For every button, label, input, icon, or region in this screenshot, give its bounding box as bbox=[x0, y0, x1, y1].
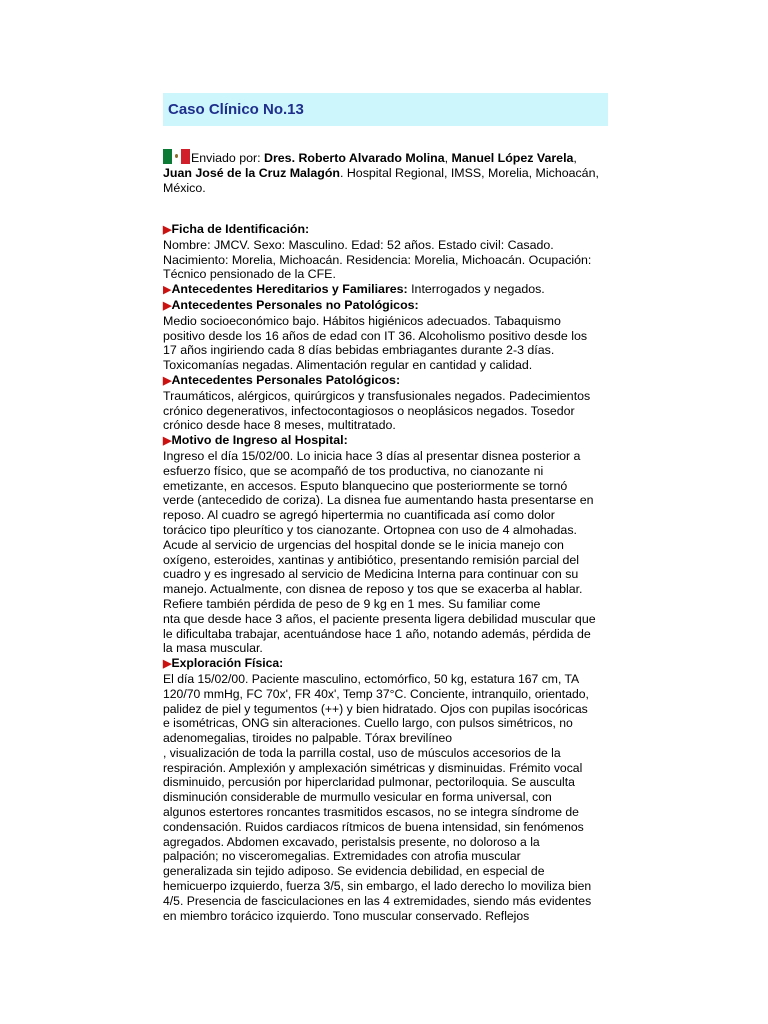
text-line: crónico degenerativos, infectocontagiosos o neoplásicos negados. Tosedor bbox=[163, 403, 575, 418]
text-line: , visualización de toda la parrilla costal, uso de músculos accesorios de la bbox=[163, 745, 561, 760]
text-line: condensación. Ruidos cardiacos rítmicos de buena intensidad, sin fenómenos bbox=[163, 819, 584, 834]
section-no-patologicos bbox=[163, 298, 608, 373]
section-patologicos bbox=[163, 373, 608, 433]
text-line: esfuerzo físico, que se acompañó de tos productiva, no cianozante ni bbox=[163, 463, 544, 478]
text-line: Toxicomanías negadas. Alimentación regular en cantidad y calidad. bbox=[163, 358, 533, 373]
section-ficha bbox=[163, 222, 608, 282]
author-2: Manuel López Varela bbox=[451, 151, 574, 165]
text-line: 17 años ingiriendo cada 8 días bebidas embriagantes durante 2-3 días. bbox=[163, 343, 555, 358]
arrow-icon: ▶ bbox=[163, 374, 172, 387]
section-heading: ▶Antecedentes Personales Patológicos: bbox=[163, 372, 401, 387]
text-line: Refiere también pérdida de peso de 9 kg en 1 mes. Su familiar come bbox=[163, 596, 541, 611]
text-line: 4/5. Presencia de fasciculaciones en las 4 extremidades, siendo más evidentes bbox=[163, 893, 592, 908]
arrow-icon: ▶ bbox=[163, 435, 172, 448]
text-line: cuadro y es ingresado al servicio de Medicina Interna para continuar con su bbox=[163, 567, 579, 582]
section-body bbox=[163, 672, 608, 924]
text-line: disminución considerable de murmullo vesicular en forma universal, con bbox=[163, 790, 552, 805]
text-line: agregados. Abdomen excavado, peristalsis presente, no doloroso a la bbox=[163, 834, 540, 849]
text-line: emetizante, en accesos. Esputo blanquecino que posteriormente se tornó bbox=[163, 478, 568, 493]
text-line: Ingreso el día 15/02/00. Lo inicia hace 3 días al presentar disnea posterior a bbox=[163, 448, 581, 463]
arrow-icon: ▶ bbox=[163, 658, 172, 671]
document-page bbox=[163, 93, 608, 923]
section-heading: ▶Motivo de Ingreso al Hospital: bbox=[163, 433, 348, 448]
text-line: generalizada sin tejido adiposo. Se evidencia debilidad, en especial de bbox=[163, 864, 545, 879]
section-body bbox=[163, 314, 608, 373]
text-line: la masa muscular. bbox=[163, 641, 263, 656]
author-separator-1: , bbox=[444, 151, 452, 165]
section-body bbox=[163, 389, 608, 433]
text-line: Medio socioeconómico bajo. Hábitos higiénicos adecuados. Tabaquismo bbox=[163, 313, 561, 328]
text-line: respiración. Amplexión y amplexación simétricas y disminuidas. Frémito vocal bbox=[163, 760, 583, 775]
text-line: en miembro torácico izquierdo. Tono muscular conservado. Reflejos bbox=[163, 908, 530, 923]
arrow-icon: ▶ bbox=[163, 299, 172, 312]
text-line: Traumáticos, alérgicos, quirúrgicos y transfusionales negados. Padecimientos bbox=[163, 388, 591, 403]
sender-intro: Enviado por: bbox=[191, 151, 265, 165]
text-line: adenomegalias, tiroides no palpable. Tórax brevilíneo bbox=[163, 731, 453, 746]
text-line: palpación; no visceromegalias. Extremidades con atrofia muscular bbox=[163, 849, 521, 864]
section-motivo bbox=[163, 433, 608, 656]
text-line: disminuido, percusión por hiperclaridad pulmonar, pectoriloquia. Se ausculta bbox=[163, 775, 575, 790]
text-line: Acude al servicio de urgencias del hospital donde se le inicia manejo con bbox=[163, 537, 564, 552]
text-line: positivo desde los 16 años de edad con IT 36. Alcoholismo positivo desde los bbox=[163, 328, 588, 343]
text-line: algunos estertores roncantes trasmitidos escasos, no se integra síndrome de bbox=[163, 805, 579, 820]
text-line: palidez de piel y tegumentos (++) y bien hidratado. Ojos con pupilas isocóricas bbox=[163, 701, 588, 716]
section-body bbox=[163, 238, 608, 282]
text-line: le dificultaba trabajar, acentuándose hace 1 año, notando además, pérdida de bbox=[163, 626, 591, 641]
section-heading: ▶Ficha de Identificación: bbox=[163, 222, 310, 236]
text-line: e isométricas, ONG sin alteraciones. Cuello largo, con pulsos simétricos, no bbox=[163, 716, 573, 731]
affiliation-line-1: . Hospital Regional, IMSS, Morelia, Michoacán, bbox=[339, 166, 599, 180]
section-exploracion bbox=[163, 656, 608, 923]
arrow-icon: ▶ bbox=[163, 284, 172, 297]
author-1: Dres. Roberto Alvarado Molina bbox=[264, 151, 445, 165]
text-line: Nombre: JMCV. Sexo: Masculino. Edad: 52 años. Estado civil: Casado. bbox=[163, 237, 554, 252]
section-hereditarios bbox=[163, 282, 608, 298]
text-line: crónico desde hace 8 meses, multitratado. bbox=[163, 418, 396, 433]
author-separator-2: , bbox=[573, 151, 577, 165]
section-heading: ▶Antecedentes Personales no Patológicos: bbox=[163, 297, 419, 312]
mexico-flag-icon bbox=[163, 149, 190, 164]
text-line: manejo. Actualmente, con disnea de reposo y tos que se exacerba al hablar. bbox=[163, 582, 583, 597]
author-3: Juan José de la Cruz Malagón bbox=[163, 166, 340, 180]
text-line: Técnico pensionado de la CFE. bbox=[163, 267, 336, 282]
section-heading: ▶Exploración Física: bbox=[163, 656, 284, 671]
case-sections bbox=[163, 222, 608, 923]
section-body bbox=[163, 449, 608, 656]
text-line: El día 15/02/00. Paciente masculino, ectomórfico, 50 kg, estatura 167 cm, TA bbox=[163, 671, 580, 686]
text-line: hemicuerpo izquierdo, fuerza 3/5, sin embargo, el lado derecho lo moviliza bien bbox=[163, 879, 592, 894]
sender-block bbox=[163, 149, 608, 196]
text-line: nta que desde hace 3 años, el paciente presenta ligera debilidad muscular que bbox=[163, 611, 596, 626]
text-line: Nacimiento: Morelia, Michoacán. Residencia: Morelia, Michoacán. Ocupación: bbox=[163, 252, 592, 267]
text-line: torácico tipo pleurítico y tos cianozante. Ortopnea con uso de 4 almohadas. bbox=[163, 522, 577, 537]
text-line: 120/70 mmHg, FC 70x', FR 40x', Temp 37°C. Conciente, intranquilo, orientado, bbox=[163, 686, 589, 701]
affiliation-line-2: México. bbox=[163, 181, 206, 195]
section-heading-inline: ▶Antecedentes Hereditarios y Familiares: Interrogados y negados. bbox=[163, 282, 545, 297]
arrow-icon: ▶ bbox=[163, 224, 172, 236]
text-line: verde (antecedido de coriza). La disnea fue aumentando hasta presentarse en bbox=[163, 493, 594, 508]
text-line: oxígeno, esteroides, xantinas y antibiótico, presentando remisión parcial del bbox=[163, 552, 580, 567]
section-text: Interrogados y negados. bbox=[407, 282, 545, 297]
page-title: Caso Clínico No.13 bbox=[168, 101, 304, 118]
text-line: reposo. Al cuadro se agregó hipertermia no cuantificada así como dolor bbox=[163, 508, 555, 523]
title-bar bbox=[163, 93, 608, 126]
